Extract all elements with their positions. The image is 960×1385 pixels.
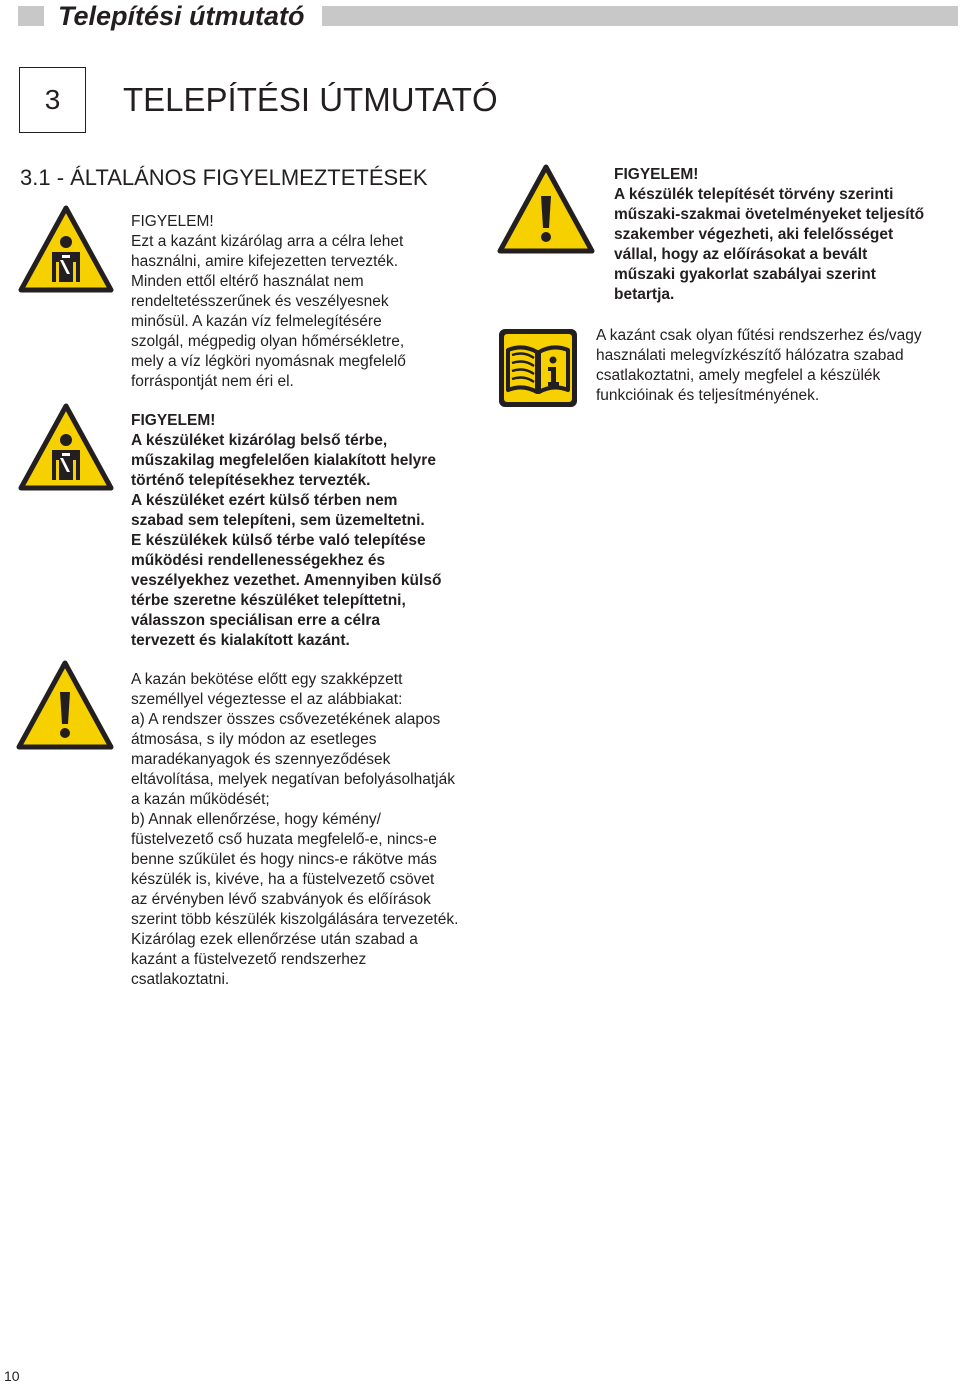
warning-2-line: veszélyekhez vezethet. Amennyiben külső [131, 572, 442, 589]
warning-2-line: válasszon speciálisan erre a célra [131, 612, 381, 629]
warning-1-line: Minden ettől eltérő használat nem [131, 273, 364, 290]
warning-3-line: maradékanyagok és szennyeződések [131, 751, 391, 768]
warning-2-line: tervezett és kialakított kazánt. [131, 632, 350, 649]
header-title: Telepítési útmutató [58, 1, 305, 31]
warning-3-line: benne szűkület és hogy nincs-e rákötve más [131, 851, 437, 868]
warning-3-line: kazánt a füstelvezető rendszerhez [131, 951, 367, 968]
chapter-number: 3 [44, 84, 61, 115]
right-info-text [596, 326, 922, 406]
right-warning-line: műszaki-szakmai övetelményeket teljesítő [614, 206, 925, 223]
warning-3-line: A kazán bekötése előtt egy szakképzett [131, 671, 403, 688]
right-warning-line: FIGYELEM! [614, 166, 699, 183]
warning-2-line: történő telepítésekhez tervezték. [131, 472, 371, 489]
warning-3-line: személlyel végeztesse el az alábbiakat: [131, 691, 403, 708]
warning-2-text [131, 411, 441, 651]
right-info-line: csatlakoztatni, amely megfelel a készülék [596, 367, 881, 384]
warning-1-line: Ezt a kazánt kizárólag arra a célra lehet [131, 233, 404, 250]
page-number: 10 [4, 1368, 20, 1384]
warning-2-line: FIGYELEM! [131, 412, 216, 429]
warning-3-line: átmosása, s ily módon az esetleges [131, 731, 377, 748]
warning-2-line: A készüléket ezért külső térben nem [131, 492, 398, 509]
warning-3-line: készülék is, kivéve, ha a füstelvezető csövet [131, 871, 435, 888]
warning-1-line: rendeltetésszerűnek és veszélyesnek [131, 293, 389, 310]
warning-2-line: térbe szeretne készüléket telepíttetni, [131, 592, 406, 609]
qualified-technician-warning-icon [18, 403, 114, 491]
right-warning-line: szakember végezheti, aki felelősséget [614, 226, 894, 243]
warning-1-line: mely a víz légköri nyomásnak megfelelő [131, 353, 406, 370]
warning-2-line: szabad sem telepíteni, sem üzemeltetni. [131, 512, 425, 529]
warning-3-line: füstelvezető cső huzata megfelelő-e, nincs-e [131, 831, 437, 848]
header-square [18, 6, 44, 26]
warning-1-line: használni, amire kifejezetten tervezték. [131, 253, 399, 270]
warning-3-line: az érvényben lévő szabványok és előírások [131, 891, 431, 908]
chapter-number-box [19, 67, 86, 133]
warning-1-text [131, 212, 406, 392]
right-warning-line: betartja. [614, 286, 675, 303]
section-title: 3.1 - ÁLTALÁNOS FIGYELMEZTETÉSEK [20, 165, 428, 190]
exclamation-warning-icon [16, 660, 114, 750]
right-info-line: A kazánt csak olyan fűtési rendszerhez és/vagy [596, 327, 922, 344]
warning-1-line: minősül. A kazán víz felmelegítésére [131, 313, 382, 330]
warning-3-line: szerint több készülék kiszolgálására tervezeték. [131, 911, 459, 928]
warning-2-line: E készülékek külső térbe való telepítése [131, 532, 426, 549]
right-warning-line: A készülék telepítését törvény szerinti [614, 186, 894, 203]
right-warning-text [614, 165, 924, 305]
chapter-title: TELEPÍTÉSI ÚTMUTATÓ [123, 81, 498, 118]
warning-3-line: Kizárólag ezek ellenőrzése után szabad a [131, 931, 418, 948]
warning-2-line: működési rendellenességekhez és [131, 552, 386, 569]
read-manual-icon [498, 328, 578, 408]
warning-3-line: b) Annak ellenőrzése, hogy kémény/ [131, 811, 381, 828]
right-warning-line: vállal, hogy az előírásokat a bevált [614, 246, 868, 263]
warning-1-line: forráspontját nem éri el. [131, 373, 294, 390]
exclamation-warning-icon [497, 164, 595, 254]
warning-3-line: a) A rendszer összes csővezetékének alapos [131, 711, 441, 728]
right-info-line: funkcióinak és teljesítményének. [596, 387, 820, 404]
right-info-line: használati melegvízkészítő hálózatra szabad [596, 347, 904, 364]
warning-1-line: szolgál, mégpedig olyan hőmérsékletre, [131, 333, 405, 350]
right-warning-line: műszaki gyakorlat szabályai szerint [614, 266, 876, 283]
warning-3-line: csatlakoztatni. [131, 971, 230, 988]
warning-2-line: műszakilag megfelelően kialakított helyre [131, 452, 436, 469]
header-bar [322, 6, 958, 26]
warning-3-line: a kazán működését; [131, 791, 270, 808]
warning-3-text [131, 670, 458, 990]
warning-1-line: FIGYELEM! [131, 213, 214, 230]
warning-2-line: A készüléket kizárólag belső térbe, [131, 432, 388, 449]
qualified-technician-warning-icon [18, 205, 114, 293]
warning-3-line: eltávolítása, melyek negatívan befolyásolhatják [131, 771, 455, 788]
